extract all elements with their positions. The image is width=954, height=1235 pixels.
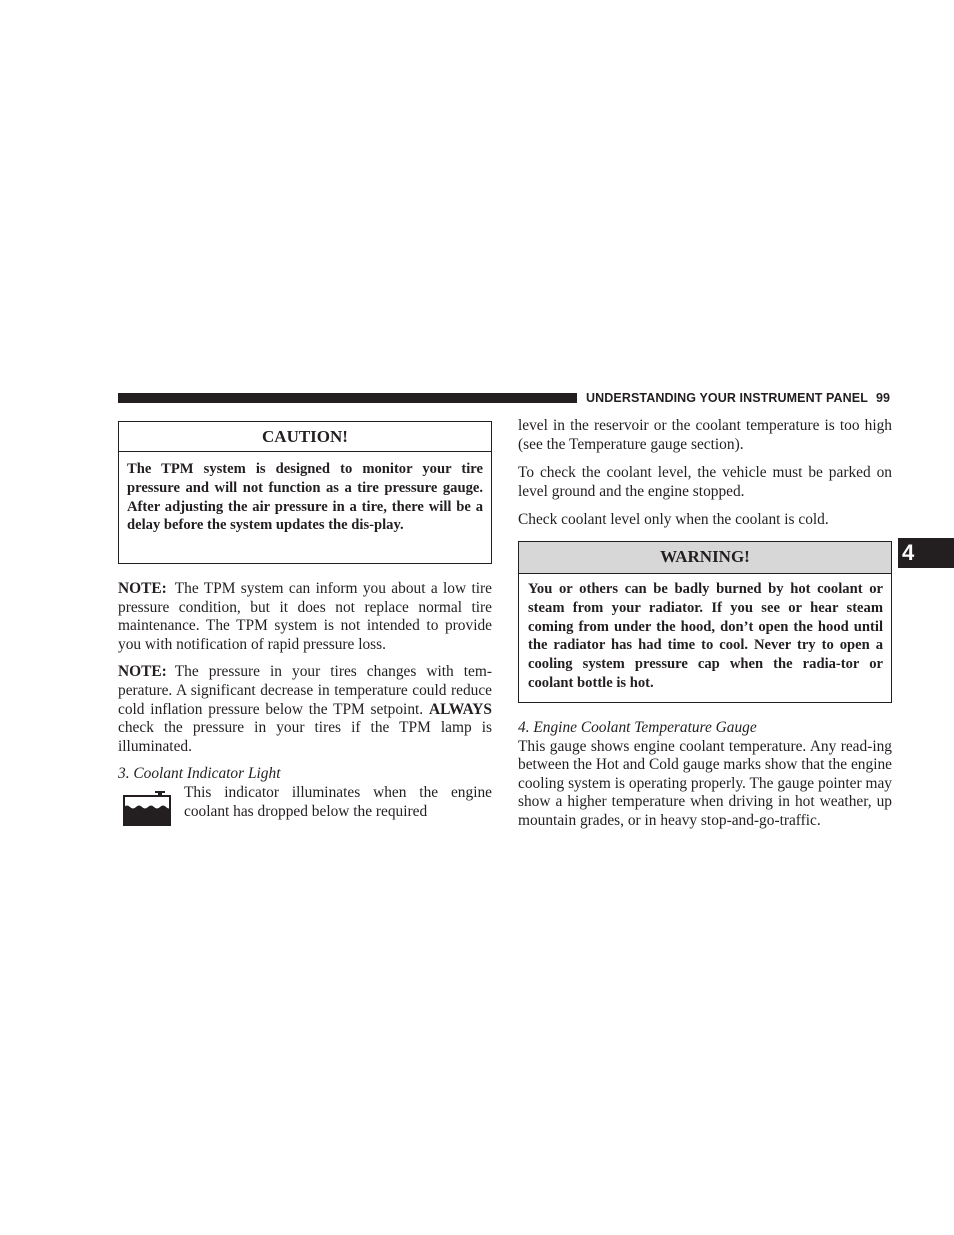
page-number: 99	[875, 391, 891, 405]
note-text: The TPM system can inform you about a low tire pressure condition, but it does not replace normal tire maintenance. The TPM system is not intended to provide you with notification of rapid pressure loss.	[118, 580, 492, 653]
gauge-heading: 4. Engine Coolant Temperature Gauge	[518, 718, 757, 736]
right-column	[518, 417, 892, 831]
coolant-light-heading: 3. Coolant Indicator Light	[118, 765, 281, 783]
caution-title: CAUTION!	[119, 422, 491, 452]
warning-box	[518, 541, 892, 703]
note-text-before: The pressure in your tires changes with tem-perature. A significant decrease in temperature could reduce cold inflation pressure below the TPM setpoint.	[118, 663, 492, 718]
note-label: NOTE:	[118, 580, 167, 597]
warning-body: You or others can be badly burned by hot coolant or steam from your radiator. If you see or hear steam coming from under the hood, don’t open the hood until the radiator has had time to cool. Never try to open a cooling system pressure cap when the radia-tor or coolant bottle is hot.	[528, 580, 883, 691]
note-label: NOTE:	[118, 663, 167, 681]
coolant-level-para: level in the reservoir or the coolant temperature is too high (see the Temperature gauge section).	[518, 417, 892, 453]
caution-box	[118, 421, 492, 564]
left-column	[118, 421, 492, 828]
coolant-level-icon	[123, 790, 171, 826]
gauge-text: This gauge shows engine coolant temperature. Any read-ing between the Hot and Cold gauge marks show that the engine cooling system is operating properly. The gauge pointer may show a higher temperature when driving in hot weather, up mountain grades, or in heavy stop-and-go-traffic.	[518, 737, 892, 829]
note-emphasis: ALWAYS	[428, 700, 492, 718]
running-header	[586, 390, 892, 406]
chapter-tab: 4	[898, 538, 954, 568]
note-pressure	[118, 663, 492, 756]
section-title: UNDERSTANDING YOUR INSTRUMENT PANEL	[586, 391, 868, 405]
note-text-after: check the pressure in your tires if the TPM lamp is illuminated.	[118, 719, 492, 755]
coolant-light-row	[118, 784, 492, 828]
coolant-check-para: To check the coolant level, the vehicle must be parked on level ground and the engine stopped.	[518, 464, 892, 500]
coolant-light-text: This indicator illuminates when the engine coolant has dropped below the required	[184, 783, 492, 820]
header-rule	[118, 393, 577, 403]
note-tpm	[118, 580, 492, 654]
caution-body: The TPM system is designed to monitor your tire pressure and will not function as a tire pressure gauge. After adjusting the air pressure in a tire, there will be a delay before the system updates the dis-play.	[127, 461, 483, 534]
warning-title: WARNING!	[519, 542, 891, 574]
coolant-cold-para: Check coolant level only when the coolant is cold.	[518, 511, 829, 529]
